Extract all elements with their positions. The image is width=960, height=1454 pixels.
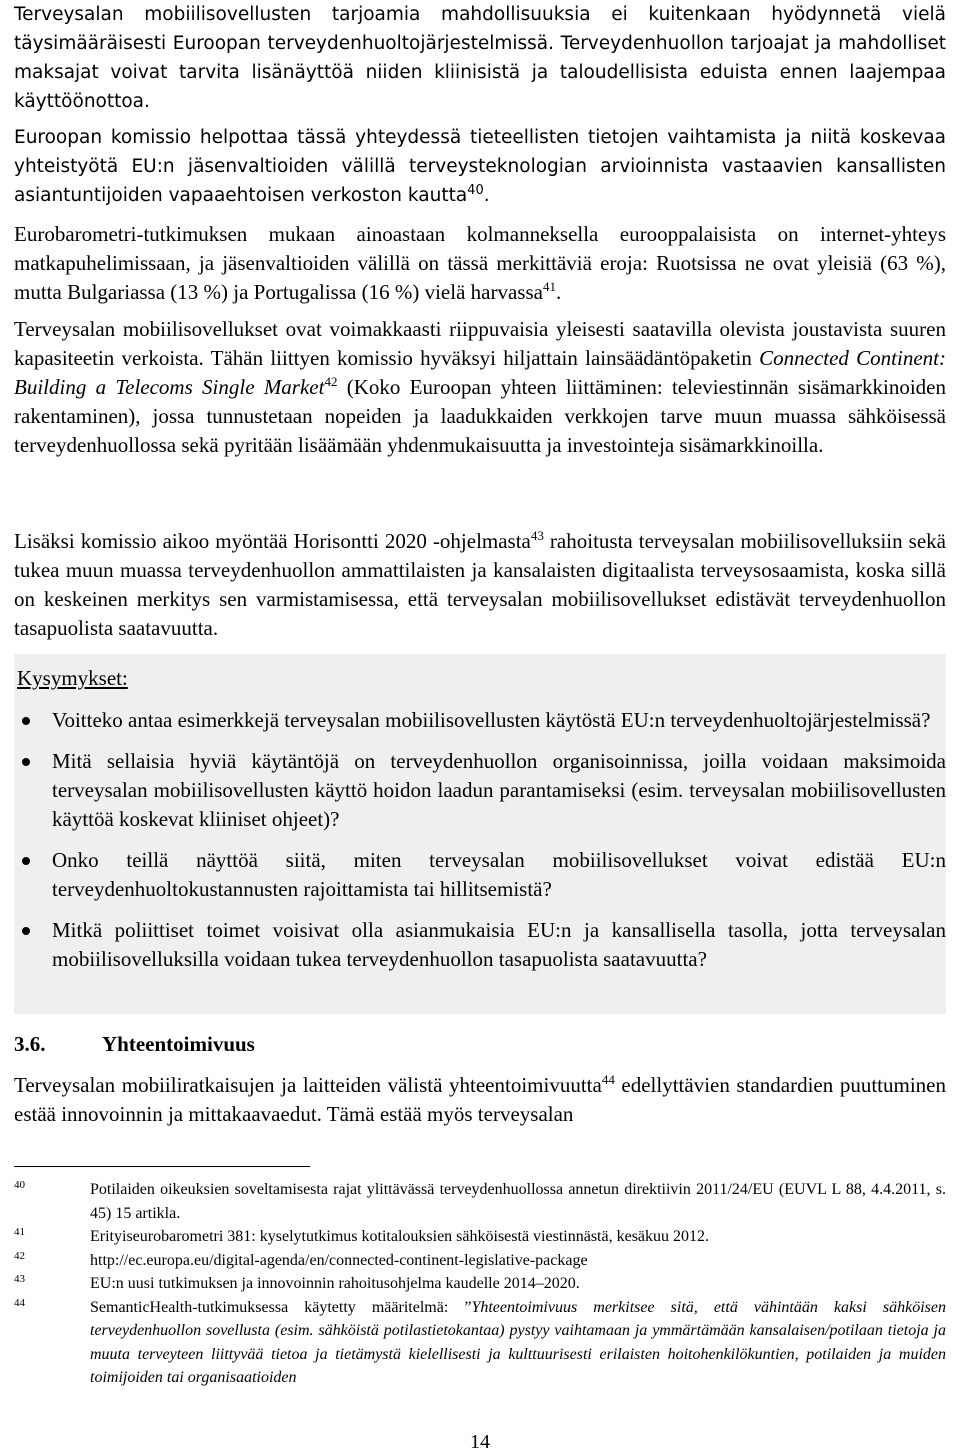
footnote-40 [14,1178,946,1225]
paragraph-text: Terveysalan mobiilisovellusten tarjoamia mahdollisuuksia ei kuitenkaan hyödynnetä vielä täysimääräisesti Euroopan terveydenhuoltojärjestelmissä. Terveydenhuollon tarjoajat ja mahdolliset maksajat voivat tarvita lisänäyttöä niiden kliinisistä ja taloudellisista eduista ennen laajempaa käyttöönottoa. [14,4,946,112]
question-text: Mitkä poliittiset toimet voisivat olla asianmukaisia EU:n ja kansallisella tasolla, jotta terveysalan mobiilisovelluksilla voidaan tukea terveydenhuollon tasapuolista saatavuutta? [52,918,946,971]
footnote-number: 41 [14,1226,25,1238]
footnote-text: Potilaiden oikeuksien soveltamisesta rajat ylittävässä terveydenhuollossa annetun direktiivin 2011/24/EU (EUVL L 88, 4.4.2011, s. 45) 15 artikla. [90,1181,946,1222]
question-text: Onko teillä näyttöä siitä, miten terveysalan mobiilisovellukset voivat edistää EU:n terveydenhuoltokustannusten rajoittamista tai hillitsemistä? [52,848,946,901]
paragraph-text: rahoitusta terveysalan mobiilisovelluksiin sekä tukea muun muassa terveydenhuollon ammattilaisten ja kansalaisten digitaalista terveysosaamista, koska sillä on keskeinen merkitys sen varmistamisessa, että terveysalan mobiilisovellukset edistävät terveydenhuollon tasapuolista saatavuutta. [14,529,946,640]
question-item [14,916,946,974]
footnote-text: EU:n uusi tutkimuksen ja innovoinnin rahoitusohjelma kaudelle 2014–2020. [90,1275,580,1292]
bullet-icon [22,717,30,725]
paragraph-horizon-2020 [14,527,946,643]
footnote-divider [14,1166,310,1167]
section-heading [14,1030,255,1059]
bullet-icon [22,927,30,935]
footnote-number: 43 [14,1273,25,1285]
question-item [14,747,946,834]
paragraph-interoperability [14,1071,946,1129]
question-item [14,706,946,735]
footnote-number: 44 [14,1296,25,1309]
footnote-43 [14,1272,946,1296]
paragraph-text: Terveysalan mobiiliratkaisujen ja laitteiden välistä yhteentoimivuutta [14,1073,602,1097]
footnote-number: 40 [14,1179,25,1191]
questions-list [14,706,946,986]
bullet-icon [22,758,30,766]
section-title: Yhteentoimivuus [102,1032,255,1056]
question-item [14,846,946,904]
footnote-44 [14,1296,946,1390]
footnote-text: SemanticHealth-tutkimuksessa käytetty määritelmä: ” [90,1298,472,1316]
paragraph-text: Lisäksi komissio aikoo myöntää Horisontti 2020 -ohjelmasta [14,529,531,553]
footnote-ref-44[interactable]: 44 [601,1072,615,1087]
paragraph-text: Euroopan komissio helpottaa tässä yhteydessä tieteellisten tietojen vaihtamista ja niitä koskevaa yhteistyötä EU:n jäsenvaltioiden välillä terveysteknologian arvioinnista vastaavien kansallisten asiantuntijoiden vapaaehtoisen verkoston kautta [14,127,946,206]
paragraph-text: Eurobarometri-tutkimuksen mukaan ainoastaan kolmanneksella eurooppalaisista on internet-yhteys matkapuhelimissaan, ja jäsenvaltioiden välillä on tässä merkittäviä eroja: Ruotsissa ne ovat yleisiä (63 %), mutta Bulgariassa (13 %) ja Portugalissa (16 %) vielä harvassa [14,222,946,304]
footnote-text: Erityiseurobarometri 381: kyselytutkimus kotitalouksien sähköisestä viestinnästä, kesäkuu 2012. [90,1228,710,1245]
paragraph-text: edellyttävien standardien puuttuminen estää innovoinnin ja mittakaavaedut. Tämä estää myös terveysalan [14,1073,946,1126]
paragraph-mobile-opportunities [14,0,946,116]
paragraph-punct: . [483,185,490,206]
footnote-41 [14,1225,946,1249]
legislation-title: Connected Continent: Building a Telecoms Single Market [14,346,946,399]
footnote-number: 42 [14,1249,25,1262]
section-number: 3.6. [14,1032,46,1056]
paragraph-punct: . [555,280,562,304]
footnote-link[interactable]: http://ec.europa.eu/digital-agenda/en/connected-continent-legislative-package [90,1251,588,1269]
paragraph-text: Terveysalan mobiilisovellukset ovat voimakkaasti riippuvaisia yleisesti saatavilla olevista joustavista suuren kapasiteetin verkoista. Tähän liittyen komissio hyväksyi hiljattain lainsäädäntöpaketin [14,317,946,370]
footnote-ref-41[interactable]: 41 [542,279,556,294]
paragraph-commission-network [14,123,946,210]
footnote-42 [14,1249,946,1273]
footnote-ref-43[interactable]: 43 [530,528,544,543]
footnote-quote: Yhteentoimivuus merkitsee sitä, että vähintään kaksi sähköisen terveydenhuollon sovellusta (esim. sähköistä potilastietokantaa) pystyy vaihtamaan ja ymmärtämään kansalaisen/potilaan tietoja ja muuta terveyteen liittyvää tietoa ja tietämystä kielellisesti ja kulttuurisesti erilaisten hoitohenkilökuntien, potilaiden ja muiden toimijoiden tai organisaatioiden [90,1298,946,1386]
paragraph-eurobarometer [14,220,946,307]
footnote-ref-42[interactable]: 42 [324,374,338,389]
questions-title: Kysymykset: [17,666,128,690]
page-number: 14 [470,1431,490,1453]
paragraph-text: (Koko Euroopan yhteen liittäminen: televiestinnän sisämarkkinoiden rakentaminen), jossa tunnustetaan nopeiden ja laadukkaiden verkkojen tarve muun muassa sähköisessä terveydenhuollossa sekä pyritään lisäämään yhdenmukaisuutta ja investointeja sisämarkkinoilla. [14,375,946,457]
question-text: Voitteko antaa esimerkkejä terveysalan mobiilisovellusten käytöstä EU:n terveydenhuoltojärjestelmissä? [52,708,931,732]
footnote-ref-40[interactable]: 40 [467,182,484,198]
footnotes [14,1178,946,1390]
question-text: Mitä sellaisia hyviä käytäntöjä on terveydenhuollon organisoinnissa, joilla voidaan maksimoida terveysalan mobiilisovellusten käyttö hoidon laadun parantamiseksi (esim. terveysalan mobiilisovellusten käyttöä koskevat kliiniset ohjeet)? [52,749,946,831]
paragraph-networks [14,315,946,460]
bullet-icon [22,857,30,865]
